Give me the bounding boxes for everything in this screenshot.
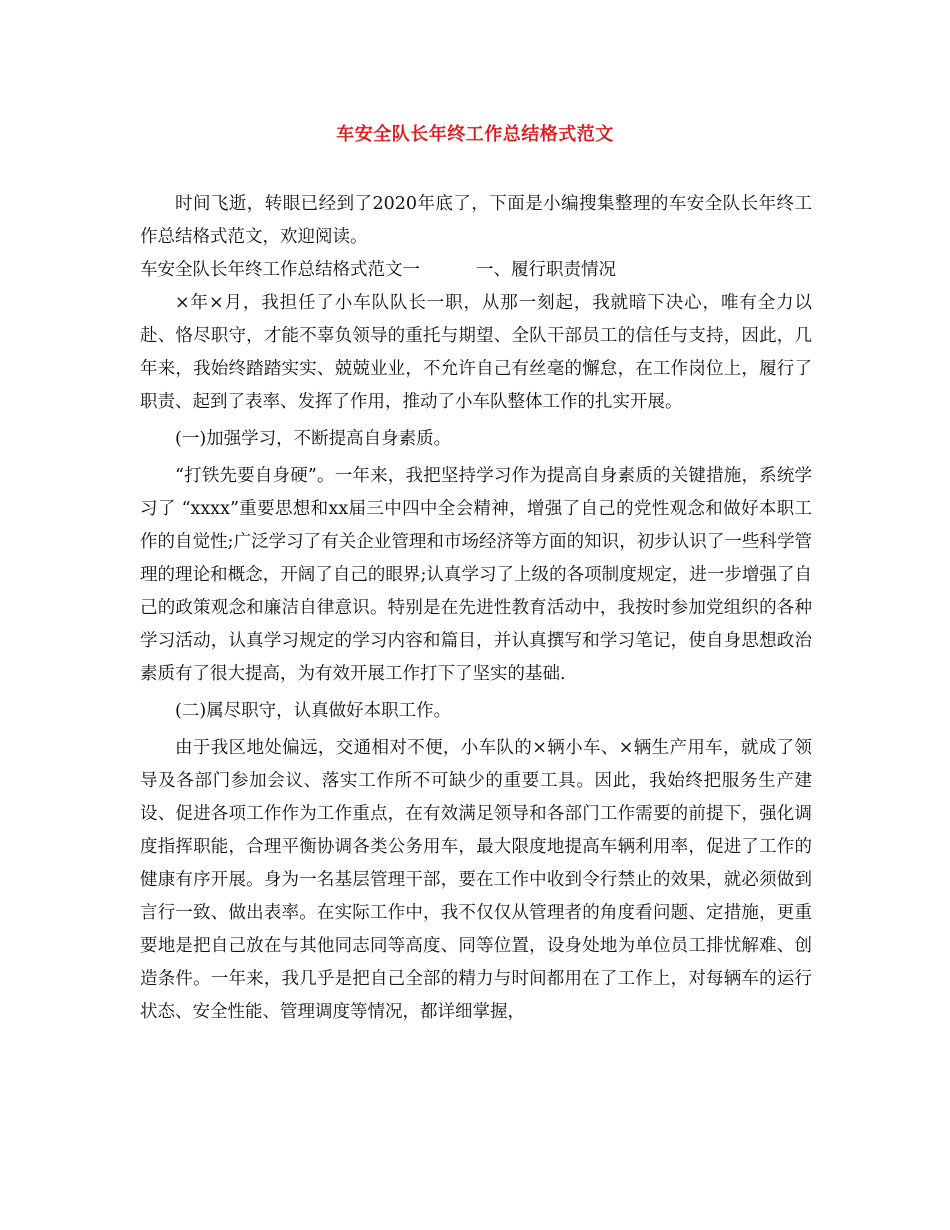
intro-paragraph: 时间飞逝，转眼已经到了2020年底了，下面是小编搜集整理的车安全队长年终工作总结格式范文，欢迎阅读。 <box>140 194 812 247</box>
paragraph-duty: 由于我区地处偏远，交通相对不便，小车队的×辆小车、×辆生产用车，就成了领导及各部门参加会议、落实工作所不可缺少的重要工具。因此，我始终把服务生产建设、促进各项工作作为工作重点，在有效满足领导和各部门工作需要的前提下，强化调度指挥职能，合理平衡协调各类公务用车，最大限度地提高车辆利用率，促进了工作的健康有序开展。身为一名基层管理干部，要在工作中收到令行禁止的效果，就必须做到言行一致、做出表率。在实际工作中，我不仅仅从管理者的角度看问题、定措施，更重要地是把自己放在与其他同志同等高度、同等位置，设身处地为单位员工排忧解难、创造条件。一年来，我几乎是把自己全部的精力与时间都用在了工作上，对每辆车的运行状态、安全性能、管理调度等情况，都详细掌握， <box>140 738 812 1022</box>
subheading-study: (一)加强学习，不断提高自身素质。 <box>175 429 452 449</box>
paragraph-study: “打铁先要自身硬”。一年来，我把坚持学习作为提高自身素质的关键措施，系统学习了 “xxxx”重要思想和xx届三中四中全会精神，增强了自己的党性观念和做好本职工作的自觉性;广泛学习了有关企业管理和市场经济等方面的知识，初步认识了一些科学管理的理论和概念，开阔了自己的眼界;认真学习了上级的各项制度规定，进一步增强了自己的政策观念和廉洁自律意识。特别是在先进性教育活动中，我按时参加党组织的各种学习活动，认真学习规定的学习内容和篇目，并认真撰写和学习笔记，使自身思想政治素质有了很大提高，为有效开展工作打下了坚实的基础. <box>140 466 812 684</box>
subheading-duty: (二)属尽职守，认真做好本职工作。 <box>175 701 452 721</box>
document-title: 车安全队长年终工作总结格式范文 <box>336 124 614 145</box>
document-body <box>140 188 812 1029</box>
section-heading-subtitle: 一、履行职责情况 <box>476 260 616 280</box>
section-heading-title: 车安全队长年终工作总结格式范文一 <box>140 260 420 280</box>
section-heading-line <box>140 254 812 287</box>
paragraph-duties: ×年×月，我担任了小车队队长一职，从那一刻起，我就暗下决心，唯有全力以赴、恪尽职守，才能不辜负领导的重托与期望、全队干部员工的信任与支持，因此，几年来，我始终踏踏实实、兢兢业业，不允许自己有丝毫的懈怠，在工作岗位上，履行了职责、起到了表率、发挥了作用，推动了小车队整体工作的扎实开展。 <box>140 293 812 412</box>
